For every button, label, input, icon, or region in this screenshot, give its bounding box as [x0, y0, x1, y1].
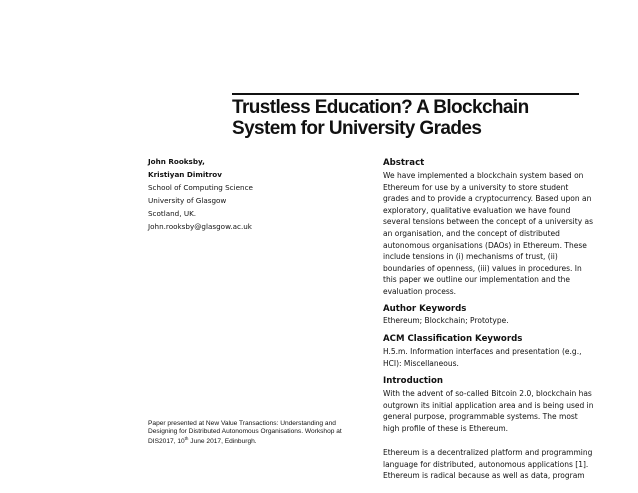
- abstract-heading: Abstract: [383, 158, 425, 168]
- author-email: John.rooksby@glasgow.ac.uk: [148, 222, 252, 231]
- author-keywords-line: Ethereum; Blockchain; Prototype.: [383, 316, 509, 325]
- abstract-text: [383, 170, 593, 298]
- abstract-line: autonomous organisations (DAOs) in Ethereum. These: [383, 240, 587, 250]
- author-name-2: Kristiyan Dimitrov: [148, 170, 222, 179]
- introduction-paragraph-2: [383, 447, 592, 482]
- footnote-line-1: Paper presented at New Value Transactions: Understanding and: [148, 420, 336, 427]
- introduction-paragraph-1: [383, 388, 594, 434]
- introduction-heading: Introduction: [383, 376, 444, 386]
- abstract-line: include tensions in (i) mechanisms of trust, (ii): [383, 252, 558, 262]
- abstract-line: Ethereum for use by a university to store student: [383, 182, 569, 192]
- title-line-1: Trustless Education? A Blockchain: [232, 97, 529, 118]
- abstract-line: exploratory, qualitative evaluation we have found: [383, 205, 571, 215]
- abstract-line: grades and to provide a cryptocurrency. Based upon an: [383, 194, 592, 204]
- footnote-line-2: Designing for Distributed Autonomous Organisations. Workshop at: [148, 427, 342, 435]
- abstract-line: this paper we outline our implementation and the: [383, 275, 571, 285]
- footnote-line-3-pre: DIS2017, 10: [148, 438, 185, 446]
- footnote-line-3-post: June 2017, Edinburgh.: [188, 438, 257, 446]
- introduction-p1-line: high profile of these is Ethereum.: [383, 423, 509, 433]
- introduction-p1-line: general purpose, programmable systems. The most: [383, 412, 578, 422]
- introduction-p2-line: Ethereum is radical because as well as data, program: [383, 471, 585, 481]
- copyright-footnote: [148, 420, 358, 446]
- acm-line: H.5.m. Information interfaces and presentation (e.g.,: [383, 347, 582, 356]
- abstract-line: evaluation process.: [383, 286, 457, 296]
- footnote-superscript: th: [184, 436, 189, 442]
- acm-keywords-text: [383, 346, 581, 369]
- abstract-line: We have implemented a blockchain system based on: [383, 171, 584, 180]
- right-column: [383, 0, 619, 493]
- author-name-1: John Rooksby,: [148, 157, 205, 166]
- author-keywords-text: [383, 315, 509, 327]
- acm-line: HCI): Miscellaneous.: [383, 358, 459, 368]
- author-keywords-heading: Author Keywords: [383, 304, 467, 314]
- footnote-line-3: [148, 435, 358, 446]
- abstract-line: several tensions between the concept of a university as: [383, 217, 594, 227]
- author-department: School of Computing Science: [148, 183, 253, 192]
- abstract-line: an organisation, and the concept of distributed: [383, 228, 560, 238]
- introduction-p2-line: language for distributed, autonomous applications [1].: [383, 459, 589, 469]
- introduction-p2-line: Ethereum is a decentralized platform and programming: [383, 448, 593, 457]
- author-university: University of Glasgow: [148, 196, 227, 205]
- author-location: Scotland, UK.: [148, 209, 197, 218]
- abstract-line: boundaries of openness, (iii) values in procedures. In: [383, 263, 582, 273]
- introduction-p1-line: outgrown its initial application area and is being used in: [383, 400, 594, 410]
- acm-keywords-heading: ACM Classification Keywords: [383, 334, 523, 344]
- introduction-p1-line: With the advent of so-called Bitcoin 2.0, blockchain has: [383, 389, 592, 398]
- title-line-2: System for University Grades: [232, 118, 482, 139]
- author-block: [148, 155, 348, 233]
